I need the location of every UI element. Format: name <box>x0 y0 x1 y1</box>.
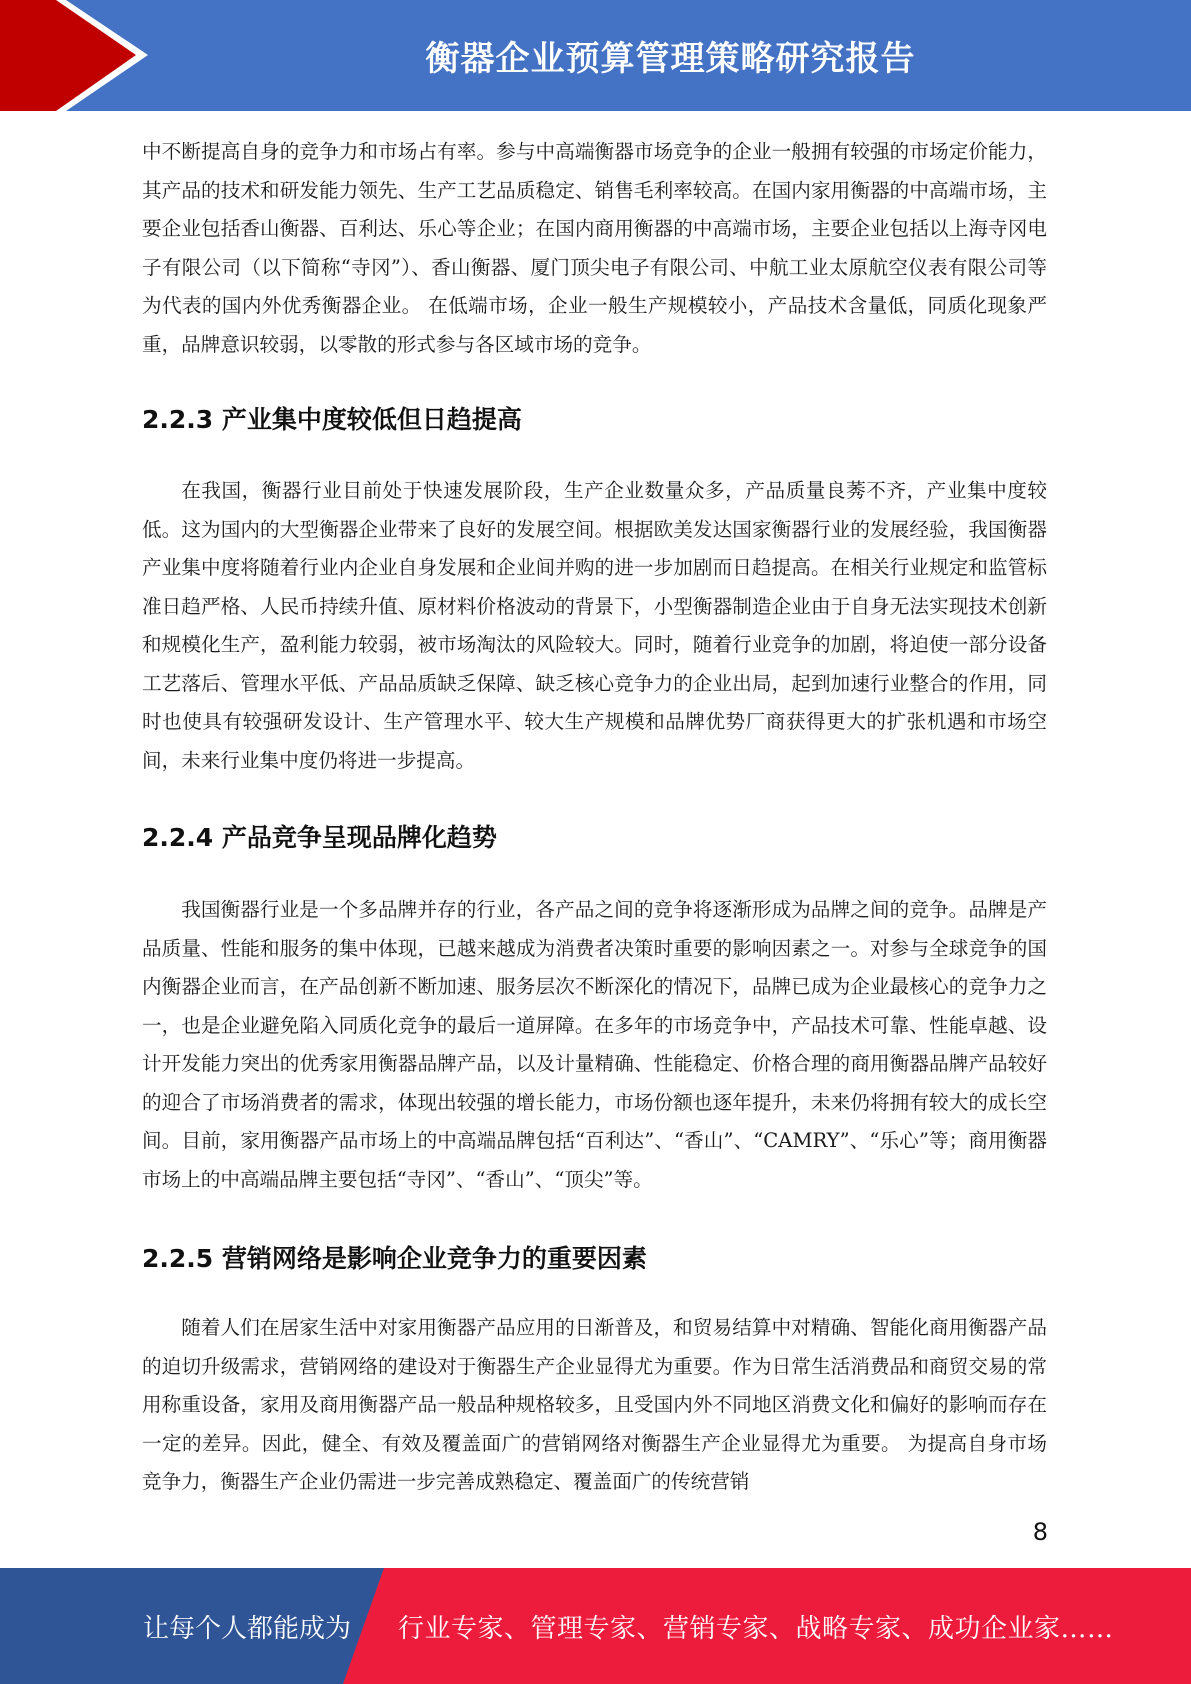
footer-slogan-right: 行业专家、管理专家、营销专家、战略专家、成功企业家…… <box>398 1613 1114 1644</box>
section-paragraph-2-2-5: 随着人们在居家生活中对家用衡器产品应用的日渐普及，和贸易结算中对精确、智能化商用衡器产品的迫切升级需求，营销网络的建设对于衡器生产企业显得尤为重要。作为日常生活消费品和商贸交易的常用称重设备，家用及商用衡器产品一般品种规格较多，且受国内外不同地区消费文化和偏好的影响而存在一定的差异。因此，健全、有效及覆盖面广的营销网络对衡器生产企业显得尤为重要。 为提高自身市场竞争力，衡器生产企业仍需进一步完善成熟稳定、覆盖面广的传统营销 <box>142 1316 1047 1493</box>
section-paragraph-2-2-3: 在我国，衡器行业目前处于快速发展阶段，生产企业数量众多，产品质量良莠不齐，产业集中度较低。这为国内的大型衡器企业带来了良好的发展空间。根据欧美发达国家衡器行业的发展经验，我国衡器产业集中度将随着行业内企业自身发展和企业间并购的进一步加剧而日趋提高。在相关行业规定和监管标准日趋严格、人民币持续升值、原材料价格波动的背景下，小型衡器制造企业由于自身无法实现技术创新和规模化生产，盈利能力较弱，被市场淘汰的风险较大。同时，随着行业竞争的加剧，将迫使一部分设备工艺落后、管理水平低、产品品质缺乏保障、缺乏核心竞争力的企业出局，起到加速行业整合的作用，同时也使具有较强研发设计、生产管理水平、较大生产规模和品牌优势厂商获得更大的扩张机遇和市场空间，未来行业集中度仍将进一步提高。 <box>142 479 1047 772</box>
section-heading-2-2-3: 2.2.3 产业集中度较低但日趋提高 <box>142 405 522 434</box>
section-heading-2-2-5: 2.2.5 营销网络是影响企业竞争力的重要因素 <box>142 1244 647 1273</box>
page-footer <box>0 1568 1191 1684</box>
document-body <box>142 133 1047 1502</box>
page-number: 8 <box>1032 1518 1048 1546</box>
footer-slogan-left: 让每个人都能成为 <box>143 1613 352 1644</box>
document-title: 衡器企业预算管理策略研究报告 <box>425 39 916 79</box>
section-paragraph-2-2-4: 我国衡器行业是一个多品牌并存的行业，各产品之间的竞争将逐渐形成为品牌之间的竞争。品牌是产品质量、性能和服务的集中体现，已越来越成为消费者决策时重要的影响因素之一。对参与全球竞争的国内衡器企业而言，在产品创新不断加速、服务层次不断深化的情况下，品牌已成为企业最核心的竞争力之一，也是企业避免陷入同质化竞争的最后一道屏障。在多年的市场竞争中，产品技术可靠、性能卓越、设计开发能力突出的优秀家用衡器品牌产品，以及计量精确、性能稳定、价格合理的商用衡器品牌产品较好的迎合了市场消费者的需求，体现出较强的增长能力，市场份额也逐年提升，未来仍将拥有较大的成长空间。目前，家用衡器产品市场上的中高端品牌包括“百利达”、“香山”、“CAMRY”、“乐心”等；商用衡器市场上的中高端品牌主要包括“寺冈”、“香山”、“顶尖”等。 <box>142 898 1047 1191</box>
intro-paragraph: 中不断提高自身的竞争力和市场占有率。参与中高端衡器市场竞争的企业一般拥有较强的市场定价能力，其产品的技术和研发能力领先、生产工艺品质稳定、销售毛利率较高。在国内家用衡器的中高端市场，主要企业包括香山衡器、百利达、乐心等企业；在国内商用衡器的中高端市场，主要企业包括以上海寺冈电子有限公司（以下简称“寺冈”）、香山衡器、厦门顶尖电子有限公司、中航工业太原航空仪表有限公司等为代表的国内外优秀衡器企业。 在低端市场，企业一般生产规模较小，产品技术含量低，同质化现象严重，品牌意识较弱，以零散的形式参与各区域市场的竞争。 <box>142 140 1047 356</box>
page-header <box>0 0 1191 111</box>
section-heading-2-2-4: 2.2.4 产品竞争呈现品牌化趋势 <box>142 823 497 852</box>
